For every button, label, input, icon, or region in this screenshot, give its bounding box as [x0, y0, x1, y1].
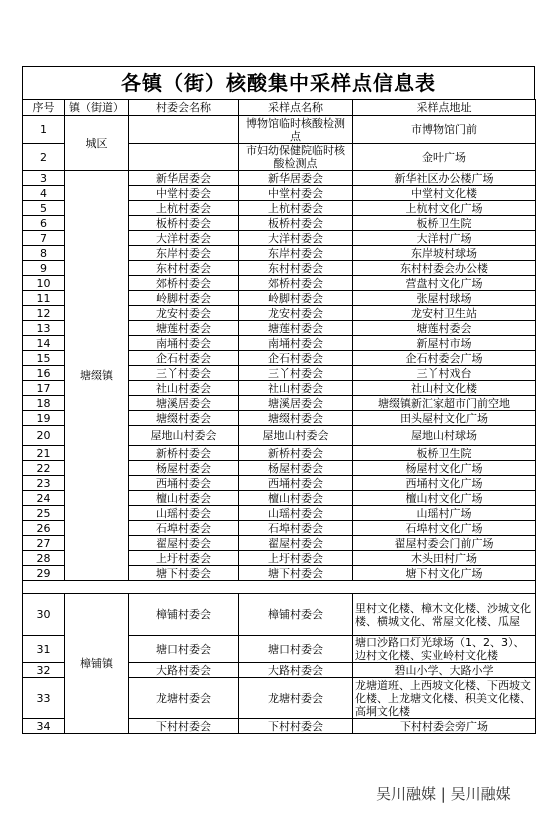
serial-cell: 16	[23, 366, 65, 381]
village-cell: 龙安村委会	[129, 306, 239, 321]
village-cell: 龙塘村委会	[129, 678, 239, 719]
serial-cell: 24	[23, 491, 65, 506]
village-cell: 大路村委会	[129, 663, 239, 678]
site-address-cell: 屋地山村球场	[353, 426, 536, 446]
site-name-cell: 市妇幼保健院临时核酸检测点	[239, 144, 353, 171]
serial-cell: 23	[23, 476, 65, 491]
site-address-cell: 塘莲村委会	[353, 321, 536, 336]
spacer-cell	[23, 581, 536, 594]
site-address-cell: 田头屋村文化广场	[353, 411, 536, 426]
header-village: 村委会名称	[129, 100, 239, 116]
village-cell: 翟屋村委会	[129, 536, 239, 551]
village-cell: 岭脚村委会	[129, 291, 239, 306]
site-name-cell: 塘莲村委会	[239, 321, 353, 336]
site-name-cell: 檀山村委会	[239, 491, 353, 506]
site-address-cell: 板桥卫生院	[353, 216, 536, 231]
header-site-address: 采样点地址	[353, 100, 536, 116]
site-name-cell: 岭脚村委会	[239, 291, 353, 306]
site-address-cell: 新华社区办公楼广场	[353, 171, 536, 186]
site-address-cell: 东村村委会办公楼	[353, 261, 536, 276]
site-name-cell: 龙安村委会	[239, 306, 353, 321]
site-address-cell: 上杭村文化广场	[353, 201, 536, 216]
site-address-cell: 檀山村文化广场	[353, 491, 536, 506]
village-cell	[129, 116, 239, 144]
village-cell: 板桥村委会	[129, 216, 239, 231]
site-name-cell: 郊桥村委会	[239, 276, 353, 291]
site-name-cell: 樟铺村委会	[239, 594, 353, 636]
site-name-cell: 新华居委会	[239, 171, 353, 186]
village-cell: 新桥村委会	[129, 446, 239, 461]
village-cell: 塘下村委会	[129, 566, 239, 581]
site-address-cell: 塘下村文化广场	[353, 566, 536, 581]
village-cell: 塘缀村委会	[129, 411, 239, 426]
site-name-cell: 三丫村委会	[239, 366, 353, 381]
serial-cell: 5	[23, 201, 65, 216]
village-cell: 西埇村委会	[129, 476, 239, 491]
header-site-name: 采样点名称	[239, 100, 353, 116]
site-name-cell: 塘下村委会	[239, 566, 353, 581]
serial-cell: 9	[23, 261, 65, 276]
serial-cell: 28	[23, 551, 65, 566]
table-row	[23, 171, 536, 186]
serial-cell: 11	[23, 291, 65, 306]
site-address-cell: 西埇村文化广场	[353, 476, 536, 491]
site-address-cell: 山瑶村广场	[353, 506, 536, 521]
site-name-cell: 翟屋村委会	[239, 536, 353, 551]
table-row	[23, 594, 536, 636]
site-address-cell: 龙塘道班、上西坡文化楼、下西坡文化楼、上龙塘文化楼、积美文化楼、高垌文化楼	[353, 678, 536, 719]
site-name-cell: 屋地山村委会	[239, 426, 353, 446]
site-address-cell: 中堂村文化楼	[353, 186, 536, 201]
village-cell: 大洋村委会	[129, 231, 239, 246]
village-cell: 塘莲村委会	[129, 321, 239, 336]
serial-cell: 29	[23, 566, 65, 581]
serial-cell: 7	[23, 231, 65, 246]
site-address-cell: 木头田村广场	[353, 551, 536, 566]
serial-cell: 10	[23, 276, 65, 291]
site-name-cell: 上杭村委会	[239, 201, 353, 216]
serial-cell: 12	[23, 306, 65, 321]
village-cell: 东村村委会	[129, 261, 239, 276]
site-address-cell: 石埠村文化广场	[353, 521, 536, 536]
site-address-cell: 东岸坡村球场	[353, 246, 536, 261]
site-name-cell: 西埇村委会	[239, 476, 353, 491]
village-cell: 新华居委会	[129, 171, 239, 186]
site-address-cell: 杨屋村文化广场	[353, 461, 536, 476]
site-address-cell: 市博物馆门前	[353, 116, 536, 144]
site-address-cell: 企石村委会广场	[353, 351, 536, 366]
table-row	[23, 116, 536, 144]
village-cell: 樟铺村委会	[129, 594, 239, 636]
village-cell: 南埇村委会	[129, 336, 239, 351]
site-name-cell: 东岸村委会	[239, 246, 353, 261]
village-cell: 塘口村委会	[129, 636, 239, 663]
header-serial: 序号	[23, 100, 65, 116]
site-name-cell: 杨屋村委会	[239, 461, 353, 476]
serial-cell: 6	[23, 216, 65, 231]
village-cell: 塘溪居委会	[129, 396, 239, 411]
village-cell: 上杭村委会	[129, 201, 239, 216]
site-name-cell: 企石村委会	[239, 351, 353, 366]
site-name-cell: 塘溪居委会	[239, 396, 353, 411]
serial-cell: 19	[23, 411, 65, 426]
site-name-cell: 板桥村委会	[239, 216, 353, 231]
watermark: 吴川融媒 | 吴川融媒	[376, 785, 511, 803]
table-header-row	[23, 100, 536, 116]
village-cell: 杨屋村委会	[129, 461, 239, 476]
serial-cell: 1	[23, 116, 65, 144]
serial-cell: 21	[23, 446, 65, 461]
village-cell: 檀山村委会	[129, 491, 239, 506]
site-name-cell: 上圩村委会	[239, 551, 353, 566]
site-name-cell: 山瑶村委会	[239, 506, 353, 521]
town-cell: 樟铺镇	[65, 594, 129, 734]
site-address-cell: 板桥卫生院	[353, 446, 536, 461]
site-address-cell: 龙安村卫生站	[353, 306, 536, 321]
serial-cell: 30	[23, 594, 65, 636]
site-address-cell: 营盘村文化广场	[353, 276, 536, 291]
village-cell: 下村村委会	[129, 719, 239, 734]
site-name-cell: 南埇村委会	[239, 336, 353, 351]
village-cell: 三丫村委会	[129, 366, 239, 381]
serial-cell: 27	[23, 536, 65, 551]
site-name-cell: 塘口村委会	[239, 636, 353, 663]
site-name-cell: 下村村委会	[239, 719, 353, 734]
site-name-cell: 博物馆临时核酸检测点	[239, 116, 353, 144]
site-address-cell: 下村村委会旁广场	[353, 719, 536, 734]
page-title: 各镇（街）核酸集中采样点信息表	[22, 66, 535, 99]
site-name-cell: 大路村委会	[239, 663, 353, 678]
site-name-cell: 东村村委会	[239, 261, 353, 276]
site-address-cell: 塘缀镇新汇家超市门前空地	[353, 396, 536, 411]
serial-cell: 14	[23, 336, 65, 351]
serial-cell: 32	[23, 663, 65, 678]
serial-cell: 8	[23, 246, 65, 261]
village-cell: 中堂村委会	[129, 186, 239, 201]
village-cell: 山瑶村委会	[129, 506, 239, 521]
site-address-cell: 塘口沙路口灯光球场（1、2、3）、边村文化楼、实业岭村文化楼	[353, 636, 536, 663]
village-cell: 上圩村委会	[129, 551, 239, 566]
serial-cell: 20	[23, 426, 65, 446]
site-name-cell: 塘缀村委会	[239, 411, 353, 426]
serial-cell: 17	[23, 381, 65, 396]
sampling-site-table	[22, 99, 536, 734]
village-cell: 企石村委会	[129, 351, 239, 366]
site-address-cell: 大洋村广场	[353, 231, 536, 246]
village-cell: 石埠村委会	[129, 521, 239, 536]
town-cell: 塘缀镇	[65, 171, 129, 581]
serial-cell: 15	[23, 351, 65, 366]
site-address-cell: 金叶广场	[353, 144, 536, 171]
site-name-cell: 社山村委会	[239, 381, 353, 396]
serial-cell: 2	[23, 144, 65, 171]
serial-cell: 13	[23, 321, 65, 336]
serial-cell: 18	[23, 396, 65, 411]
village-cell: 东岸村委会	[129, 246, 239, 261]
serial-cell: 33	[23, 678, 65, 719]
site-address-cell: 翟屋村委会门前广场	[353, 536, 536, 551]
serial-cell: 3	[23, 171, 65, 186]
serial-cell: 26	[23, 521, 65, 536]
site-name-cell: 中堂村委会	[239, 186, 353, 201]
village-cell: 郊桥村委会	[129, 276, 239, 291]
village-cell: 屋地山村委会	[129, 426, 239, 446]
serial-cell: 25	[23, 506, 65, 521]
site-name-cell: 新桥村委会	[239, 446, 353, 461]
village-cell: 社山村委会	[129, 381, 239, 396]
site-address-cell: 张屋村球场	[353, 291, 536, 306]
spacer-row	[23, 581, 536, 594]
serial-cell: 4	[23, 186, 65, 201]
serial-cell: 22	[23, 461, 65, 476]
village-cell	[129, 144, 239, 171]
site-address-cell: 里村文化楼、樟木文化楼、沙城文化楼、横城文化、常屋文化楼、瓜屋	[353, 594, 536, 636]
site-name-cell: 石埠村委会	[239, 521, 353, 536]
site-name-cell: 龙塘村委会	[239, 678, 353, 719]
town-cell: 城区	[65, 116, 129, 171]
site-address-cell: 新屋村市场	[353, 336, 536, 351]
site-name-cell: 大洋村委会	[239, 231, 353, 246]
serial-cell: 31	[23, 636, 65, 663]
site-address-cell: 三丫村戏台	[353, 366, 536, 381]
site-address-cell: 社山村文化楼	[353, 381, 536, 396]
site-address-cell: 碧山小学、大路小学	[353, 663, 536, 678]
header-town: 镇（街道）	[65, 100, 129, 116]
info-sheet	[22, 66, 535, 734]
serial-cell: 34	[23, 719, 65, 734]
